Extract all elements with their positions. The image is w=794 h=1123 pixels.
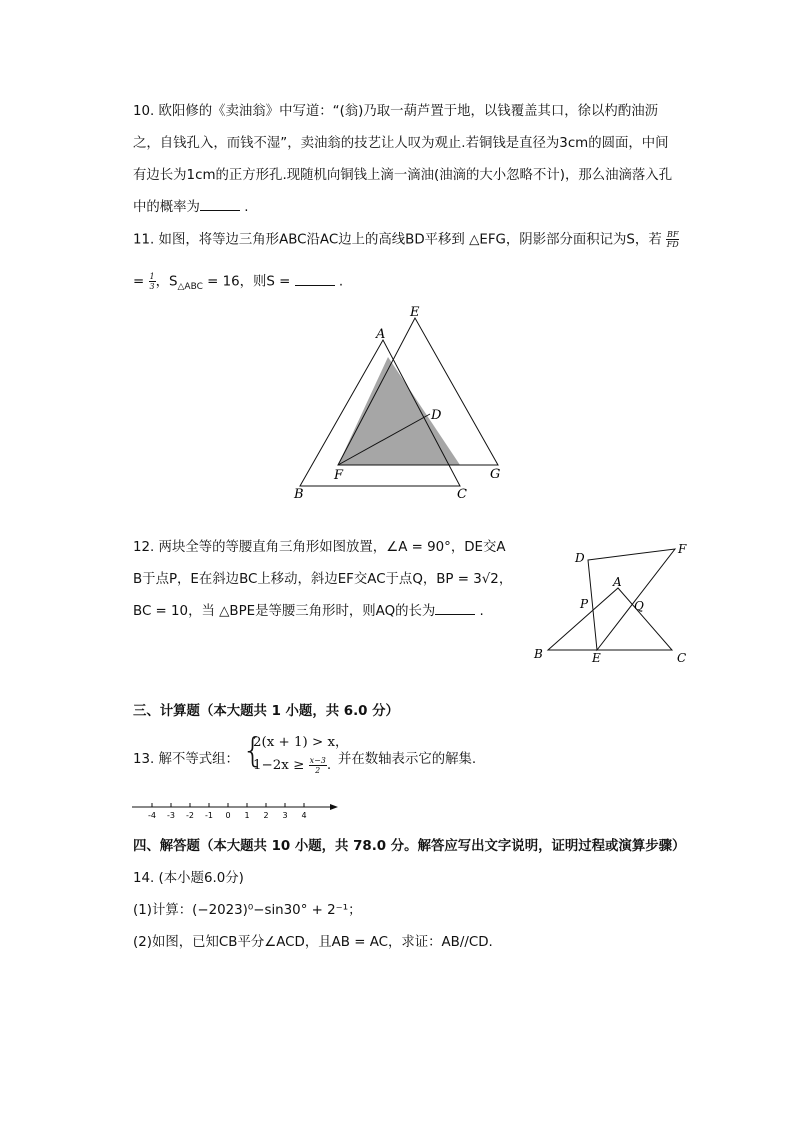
q12-triangle-abc <box>548 588 672 650</box>
q11-line-1-text: 11. 如图，将等边三角形ABC沿AC边上的高线BD平移到 △EFG，阴影部分面积记为S，若 <box>133 232 662 248</box>
q13-inequality-2 <box>253 756 331 776</box>
number-line-tick-label: 2 <box>263 811 269 820</box>
q12-label-b: B <box>534 647 543 661</box>
q11-label-b: B <box>294 487 304 502</box>
q12-line-2: B于点P，E在斜边BC上移动，斜边EF交AC于点Q，BP = 3√2， <box>133 572 513 587</box>
q11-one-third-fraction <box>149 272 156 291</box>
q10-line-2: 之，自钱孔入，而钱不湿”，卖油翁的技艺让人叹为观止.若铜钱是直径为3cm的圆面，中间 <box>133 136 669 151</box>
section-4-title: 四、解答题（本大题共 10 小题，共 78.0 分。解答应写出文字说明，证明过程或演算步骤） <box>133 839 686 854</box>
q13-number-line <box>130 797 345 823</box>
number-line-tick-label: -1 <box>205 811 213 820</box>
number-line-tick-label: 4 <box>301 811 307 820</box>
q10-line-1: 10. 欧阳修的《卖油翁》中写道：“(翁)乃取一葫芦置于地，以钱覆盖其口，徐以杓酌油沥 <box>133 104 658 119</box>
number-line-tick-label: -4 <box>148 811 156 820</box>
q11-area-label: ，S <box>155 274 178 290</box>
q11-label-a: A <box>376 327 386 342</box>
q10-line-4 <box>133 198 248 218</box>
q11-answer-blank[interactable] <box>295 273 335 286</box>
q13-inequality-2-end: . <box>326 758 332 773</box>
q12-line-3-end: . <box>475 604 484 619</box>
q12-line-3-text: BC = 10，当 △BPE是等腰三角形时，则AQ的长为 <box>133 604 436 619</box>
q12-label-e: E <box>592 651 601 665</box>
q11-equals: = <box>133 274 145 290</box>
q13-label: 13. 解不等式组： <box>133 752 239 767</box>
q11-ratio-denominator: FD <box>666 240 679 249</box>
number-line-tick-label: -2 <box>186 811 194 820</box>
number-line-ticks <box>148 803 307 820</box>
q13-fraction <box>309 756 327 775</box>
q14-part-2: (2)如图，已知CB平分∠ACD，且AB = AC，求证：AB//CD. <box>133 935 493 950</box>
q12-label-q: Q <box>634 599 644 613</box>
q11-label-c: C <box>457 487 467 502</box>
q11-line-1 <box>133 230 679 251</box>
q11-ratio-numerator: BF <box>666 230 679 239</box>
q11-label-d: D <box>431 408 442 423</box>
q12-label-d: D <box>575 551 585 565</box>
q13-fraction-denominator: 2 <box>315 766 321 775</box>
q11-one-third-numerator: 1 <box>149 272 155 281</box>
q12-triangle-def <box>588 549 675 650</box>
q13-inequality-1: 2(x + 1) > x， <box>253 735 349 750</box>
q12-line-1: 12. 两块全等的等腰直角三角形如图放置，∠A = 90°，DE交A <box>133 540 506 555</box>
q11-line-2-end: . <box>334 274 344 290</box>
q11-area-value: = 16，则S = <box>202 274 291 290</box>
q12-label-f: F <box>678 542 687 556</box>
q11-triangle-figure <box>280 300 520 505</box>
q10-line-4-text: 中的概率为 <box>133 200 200 215</box>
number-line-tick-label: -3 <box>167 811 175 820</box>
q10-line-4-end: . <box>239 200 249 215</box>
q14-header: 14. (本小题6.0分) <box>133 871 244 886</box>
q13-brace: { <box>242 731 264 771</box>
number-line-tick-label: 1 <box>244 811 250 820</box>
q11-line-2 <box>133 272 343 297</box>
q11-one-third-denominator: 3 <box>149 282 155 291</box>
q11-area-subscript: △ABC <box>177 282 203 293</box>
q13-tail: 并在数轴表示它的解集. <box>338 752 477 767</box>
q12-label-c: C <box>677 651 687 665</box>
q12-answer-blank[interactable] <box>435 602 475 615</box>
q13-inequality-2-left: 1−2x ≥ <box>253 758 305 773</box>
q13-fraction-numerator: x−3 <box>309 756 326 765</box>
q11-label-f: F <box>334 468 344 483</box>
number-line-tick-label: 3 <box>282 811 288 820</box>
number-line-tick-label: 0 <box>225 811 231 820</box>
number-line-arrow-icon <box>330 804 338 810</box>
q11-label-g: G <box>490 467 501 482</box>
q11-ratio-fraction <box>666 230 679 249</box>
q12-line-3 <box>133 602 484 622</box>
q10-line-3: 有边长为1cm的正方形孔.现随机向铜钱上滴一滴油(油滴的大小忽略不计)，那么油滴落入孔 <box>133 168 673 183</box>
q10-answer-blank[interactable] <box>200 198 240 211</box>
q12-label-p: P <box>580 597 589 611</box>
q12-label-a: A <box>613 575 622 589</box>
section-3-title: 三、计算题（本大题共 1 小题，共 6.0 分） <box>133 704 399 719</box>
q12-triangles-figure <box>530 538 700 668</box>
q14-part-1: (1)计算：(−2023)⁰−sin30° + 2⁻¹； <box>133 903 362 918</box>
q11-label-e: E <box>410 305 420 320</box>
q11-shaded-region <box>338 357 460 465</box>
